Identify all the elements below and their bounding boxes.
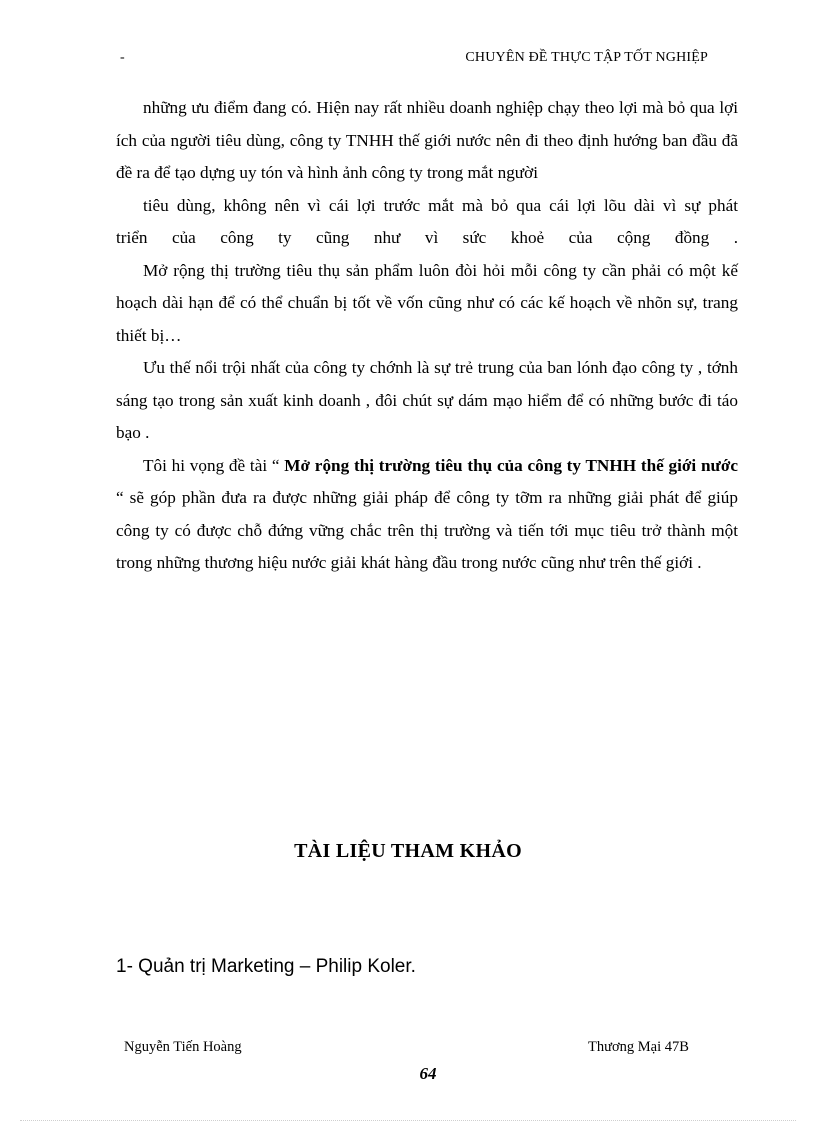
- header-dash: -: [120, 50, 125, 65]
- body-text: [116, 92, 738, 580]
- paragraph-5-rest: “ sẽ góp phần đưa ra được những giải pháp để công ty tỡm ra những giải phát để giúp công ty có được chỗ đứng vững chắc trên thị trường và tiến tới mục tiêu trở thành một trong những thương hiệu nước giải khát hàng đầu trong nước cũng như trên thế giới .: [116, 488, 738, 572]
- paragraph-3: Mở rộng thị trường tiêu thụ sản phẩm luôn đòi hỏi mỗi công ty cần phải có một kế hoạch dài hạn để có thể chuẩn bị tốt về vốn cũng như có các kế hoạch về nhõn sự, trang thiết bị…: [116, 260, 738, 345]
- paragraph-5-intro: Tôi hi vọng đề tài “: [143, 455, 285, 475]
- thesis-title: Mở rộng thị trường tiêu thụ của công ty TNHH thế giới nước: [284, 455, 738, 475]
- paragraph-2-line-1: tiêu dùng, không nên vì cái lợi trước mắt mà bỏ qua cái lợi lõu dài vì sự phát: [143, 195, 738, 215]
- paragraph-5: [116, 450, 738, 580]
- references-title: TÀI LIỆU THAM KHẢO: [294, 840, 522, 862]
- footer-author: Nguyễn Tiến Hoàng: [124, 1039, 242, 1055]
- footer-class: Thương Mại 47B: [588, 1039, 689, 1055]
- header-title: CHUYÊN ĐỀ THỰC TẬP TỐT NGHIỆP: [465, 50, 708, 65]
- reference-item: 1- Quản trị Marketing – Philip Koler.: [116, 956, 416, 977]
- paragraph-1: những ưu điểm đang có. Hiện nay rất nhiều doanh nghiệp chạy theo lợi mà bỏ qua lợi ích của người tiêu dùng, công ty TNHH thế giới nước nên đi theo định hướng ban đầu đã đề ra để tạo dựng uy tón và hình ảnh công ty trong mắt người: [116, 98, 738, 182]
- page-number: 64: [419, 1064, 437, 1083]
- paragraph-4: Ưu thế nổi trội nhất của công ty chớnh là sự trẻ trung của ban lónh đạo công ty , tớnh sáng tạo trong sản xuất kinh doanh , đôi chút sự dám mạo hiểm để có những bước đi táo bạo .: [116, 358, 738, 442]
- page-bottom-divider: [20, 1120, 796, 1121]
- paragraph-2-line-2: triển của công ty cũng như vì sức khoẻ của cộng đồng .: [116, 228, 738, 247]
